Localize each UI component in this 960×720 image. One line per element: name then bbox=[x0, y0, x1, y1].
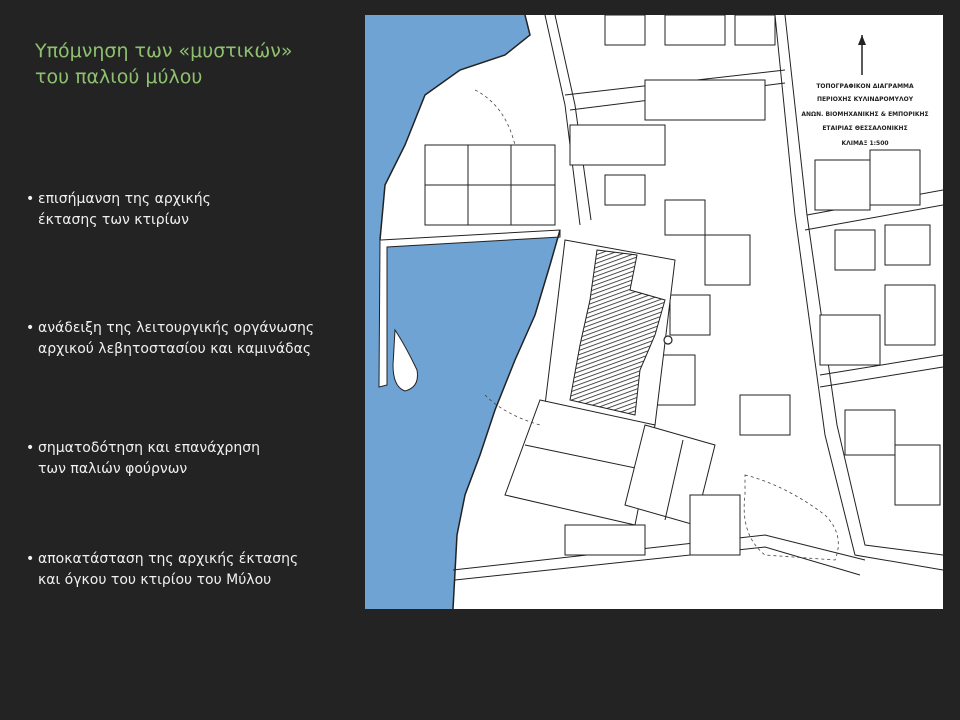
legend-line: ΕΤΑΙΡΙΑΣ ΘΕΣΣΑΛΟΝΙΚΗΣ bbox=[822, 125, 908, 132]
bullet-item bbox=[26, 549, 366, 591]
bullet-line: των παλιών φούρνων bbox=[38, 461, 188, 477]
bullet-dot: • bbox=[26, 320, 35, 336]
legend-line: ΑΝΩΝ. ΒΙΟΜΗΧΑΝΙΚΗΣ & ΕΜΠΟΡΙΚΗΣ bbox=[801, 111, 929, 118]
bullet-line: έκτασης των κτιρίων bbox=[38, 212, 189, 228]
bullet-item bbox=[26, 438, 366, 480]
bullet-dot: • bbox=[26, 191, 35, 207]
bullet-item bbox=[26, 189, 366, 231]
bullet-line: και όγκου του κτιρίου του Μύλου bbox=[38, 572, 272, 588]
bullet-line: ανάδειξη της λειτουργικής οργάνωσης bbox=[38, 320, 315, 336]
legend-line: ΚΛΙΜΑΞ 1:500 bbox=[841, 140, 889, 147]
bullet-line: αποκατάσταση της αρχικής έκτασης bbox=[38, 551, 299, 567]
bullet-line: επισήμανση της αρχικής bbox=[38, 191, 211, 207]
bullet-dot: • bbox=[26, 440, 35, 456]
legend-line: ΤΟΠΟΓΡΑΦΙΚΟΝ ΔΙΑΓΡΑΜΜΑ bbox=[816, 83, 914, 90]
legend-line: ΠΕΡΙΟΧΗΣ ΚΥΛΙΝΔΡΟΜΥΛΟΥ bbox=[816, 96, 914, 103]
bullet-dot: • bbox=[26, 551, 35, 567]
title-line-2: του παλιού μύλου bbox=[35, 66, 203, 88]
bullet-line: σηματοδότηση και επανάχρηση bbox=[38, 440, 261, 456]
site-plan-drawing bbox=[365, 15, 943, 609]
bullet-item bbox=[26, 318, 366, 360]
chimney-icon bbox=[664, 336, 672, 344]
bullet-line: αρχικού λεβητοστασίου και καμινάδας bbox=[38, 341, 312, 357]
slide-title bbox=[35, 38, 355, 90]
title-line-1: Υπόμνηση των «μυστικών» bbox=[35, 40, 293, 62]
site-plan-map bbox=[365, 15, 943, 609]
